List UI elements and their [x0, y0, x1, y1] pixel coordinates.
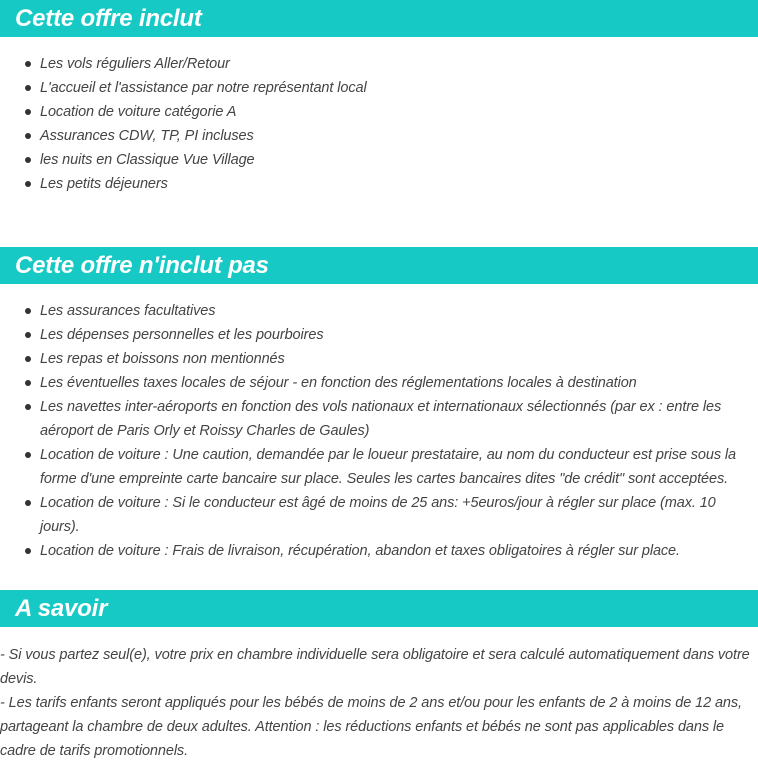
list-item — [0, 148, 758, 172]
section-header-included: Cette offre inclut — [0, 0, 758, 37]
list-item-text: Les dépenses personnelles et les pourboires — [40, 327, 324, 343]
list-item — [0, 443, 758, 491]
list-item-text: Les vols réguliers Aller/Retour — [40, 56, 230, 72]
list-item — [0, 76, 758, 100]
bullet-icon — [25, 157, 31, 163]
included-list — [0, 52, 758, 196]
list-item-text: Les petits déjeuners — [40, 176, 168, 192]
list-item-text: les nuits en Classique Vue Village — [40, 152, 255, 168]
list-item — [0, 172, 758, 196]
bullet-icon — [25, 109, 31, 115]
info-paragraph: - Si vous partez seul(e), votre prix en chambre individuelle sera obligatoire et sera calculé automatiquement dans votre devis. — [0, 647, 750, 687]
list-item-text: Les éventuelles taxes locales de séjour - en fonction des réglementations locales à destination — [40, 375, 637, 391]
bullet-icon — [25, 332, 31, 338]
section-header-not-included: Cette offre n'inclut pas — [0, 247, 758, 284]
list-item-text: Location de voiture catégorie A — [40, 104, 237, 120]
bullet-icon — [25, 61, 31, 67]
list-item-text: Les assurances facultatives — [40, 303, 216, 319]
bullet-icon — [25, 548, 31, 554]
bullet-icon — [25, 452, 31, 458]
list-item — [0, 371, 758, 395]
info-paragraph: - Les tarifs enfants seront appliqués pour les bébés de moins de 2 ans et/ou pour les enfants de 2 à moins de 12 ans, partageant la chambre de deux adultes. Attention : les réductions enfants et bébés ne sont pas applicables dans le cadre de tarifs promotionnels. — [0, 695, 742, 759]
bullet-icon — [25, 404, 31, 410]
list-item — [0, 491, 758, 539]
bullet-icon — [25, 356, 31, 362]
bullet-icon — [25, 181, 31, 187]
bullet-icon — [25, 380, 31, 386]
bullet-icon — [25, 85, 31, 91]
not-included-list — [0, 299, 758, 563]
bullet-icon — [25, 133, 31, 139]
bullet-icon — [25, 308, 31, 314]
list-item — [0, 124, 758, 148]
list-item — [0, 52, 758, 76]
list-item — [0, 323, 758, 347]
list-item-text: Location de voiture : Si le conducteur est âgé de moins de 25 ans: +5euros/jour à régler sur place (max. 10 jours). — [40, 495, 716, 535]
list-item-text: Les repas et boissons non mentionnés — [40, 351, 285, 367]
section-header-good-to-know: A savoir — [0, 590, 758, 627]
bullet-icon — [25, 500, 31, 506]
list-item-text: L'accueil et l'assistance par notre représentant local — [40, 80, 367, 96]
list-item-text: Location de voiture : Frais de livraison, récupération, abandon et taxes obligatoires à régler sur place. — [40, 543, 680, 559]
list-item — [0, 347, 758, 371]
good-to-know-text — [0, 643, 752, 763]
list-item-text: Location de voiture : Une caution, demandée par le loueur prestataire, au nom du conducteur est prise sous la forme d'une empreinte carte bancaire sur place. Seules les cartes bancaires dites "de crédit" sont acceptées. — [40, 447, 737, 487]
list-item — [0, 299, 758, 323]
list-item — [0, 395, 758, 443]
list-item-text: Assurances CDW, TP, PI incluses — [40, 128, 254, 144]
list-item — [0, 539, 758, 563]
list-item — [0, 100, 758, 124]
list-item-text: Les navettes inter-aéroports en fonction des vols nationaux et internationaux sélectionnés (par ex : entre les aéroport de Paris Orly et Roissy Charles de Gaules) — [40, 399, 722, 439]
